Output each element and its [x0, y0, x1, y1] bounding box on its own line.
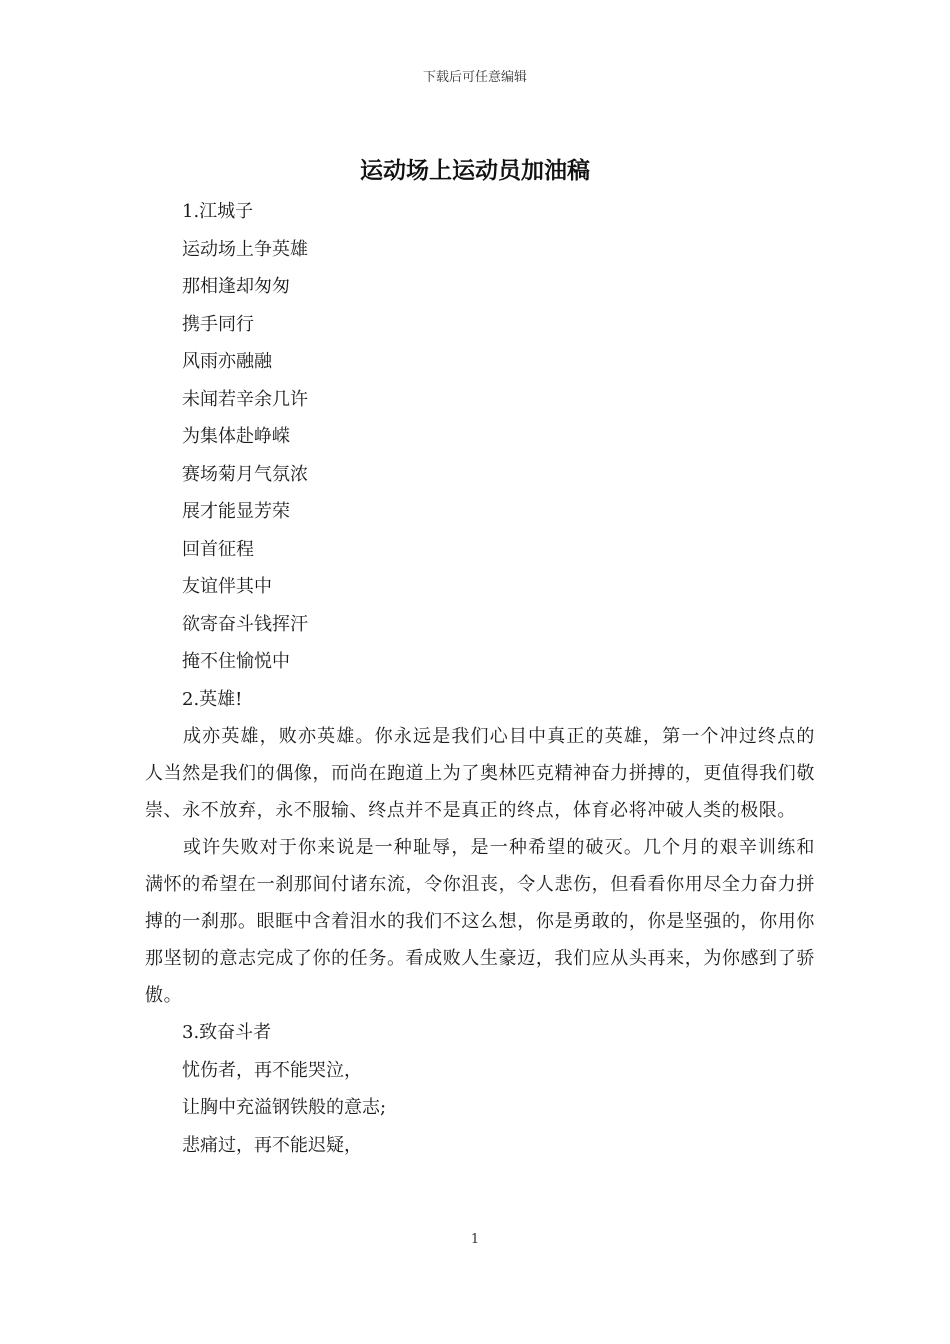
poem-line: 运动场上争英雄: [182, 238, 308, 260]
poem-line: 赛场菊月气氛浓: [182, 463, 308, 485]
poem-line: 掩不住愉悦中: [182, 651, 290, 672]
poem-line: 为集体赴峥嵘: [182, 426, 290, 447]
body-paragraph: 成亦英雄，败亦英雄。你永远是我们心目中真正的英雄，第一个冲过终点的人当然是我们的偶像，而尚在跑道上为了奥林匹克精神奋力拼搏的，更值得我们敬崇、永不放弃，永不服输、终点并不是真正的终点，体育必将冲破人类的极限。: [145, 726, 815, 821]
poem-line: 回首征程: [182, 538, 254, 560]
body-paragraph: 或许失败对于你来说是一种耻辱，是一种希望的破灭。几个月的艰辛训练和满怀的希望在一刹那间付诸东流，令你沮丧，令人悲伤，但看看你用尽全力奋力拼搏的一刹那。眼眶中含着泪水的我们不这么想，你是勇敢的，你是坚强的，你用你那坚韧的意志完成了你的任务。看成败人生豪迈，我们应从头再来，为你感到了骄傲。: [145, 837, 815, 1006]
document-title: 运动场上运动员加油稿: [360, 158, 590, 184]
poem-line: 携手同行: [182, 313, 254, 335]
poem-line: 欲寄奋斗钱挥汗: [182, 613, 308, 635]
section-heading: 1.江城子: [182, 201, 254, 222]
section-heading: 3.致奋斗者: [182, 1022, 272, 1043]
page-header: 下载后可任意编辑: [422, 70, 527, 85]
poem-line: 让胸中充溢钢铁般的意志;: [182, 1097, 387, 1118]
poem-line: 那相逢却匆匆: [182, 276, 290, 297]
section-heading: 2.英雄!: [182, 688, 243, 710]
poem-line: 未闻若辛余几许: [182, 388, 308, 410]
poem-line: 展才能显芳荣: [182, 501, 290, 522]
document-body: [145, 193, 815, 1164]
poem-line: 忧伤者，再不能哭泣，: [182, 1059, 362, 1081]
page-number: 1: [470, 1232, 480, 1247]
poem-line: 友谊伴其中: [182, 576, 272, 597]
poem-line: 风雨亦融融: [182, 351, 272, 372]
poem-line: 悲痛过，再不能迟疑，: [182, 1134, 362, 1156]
